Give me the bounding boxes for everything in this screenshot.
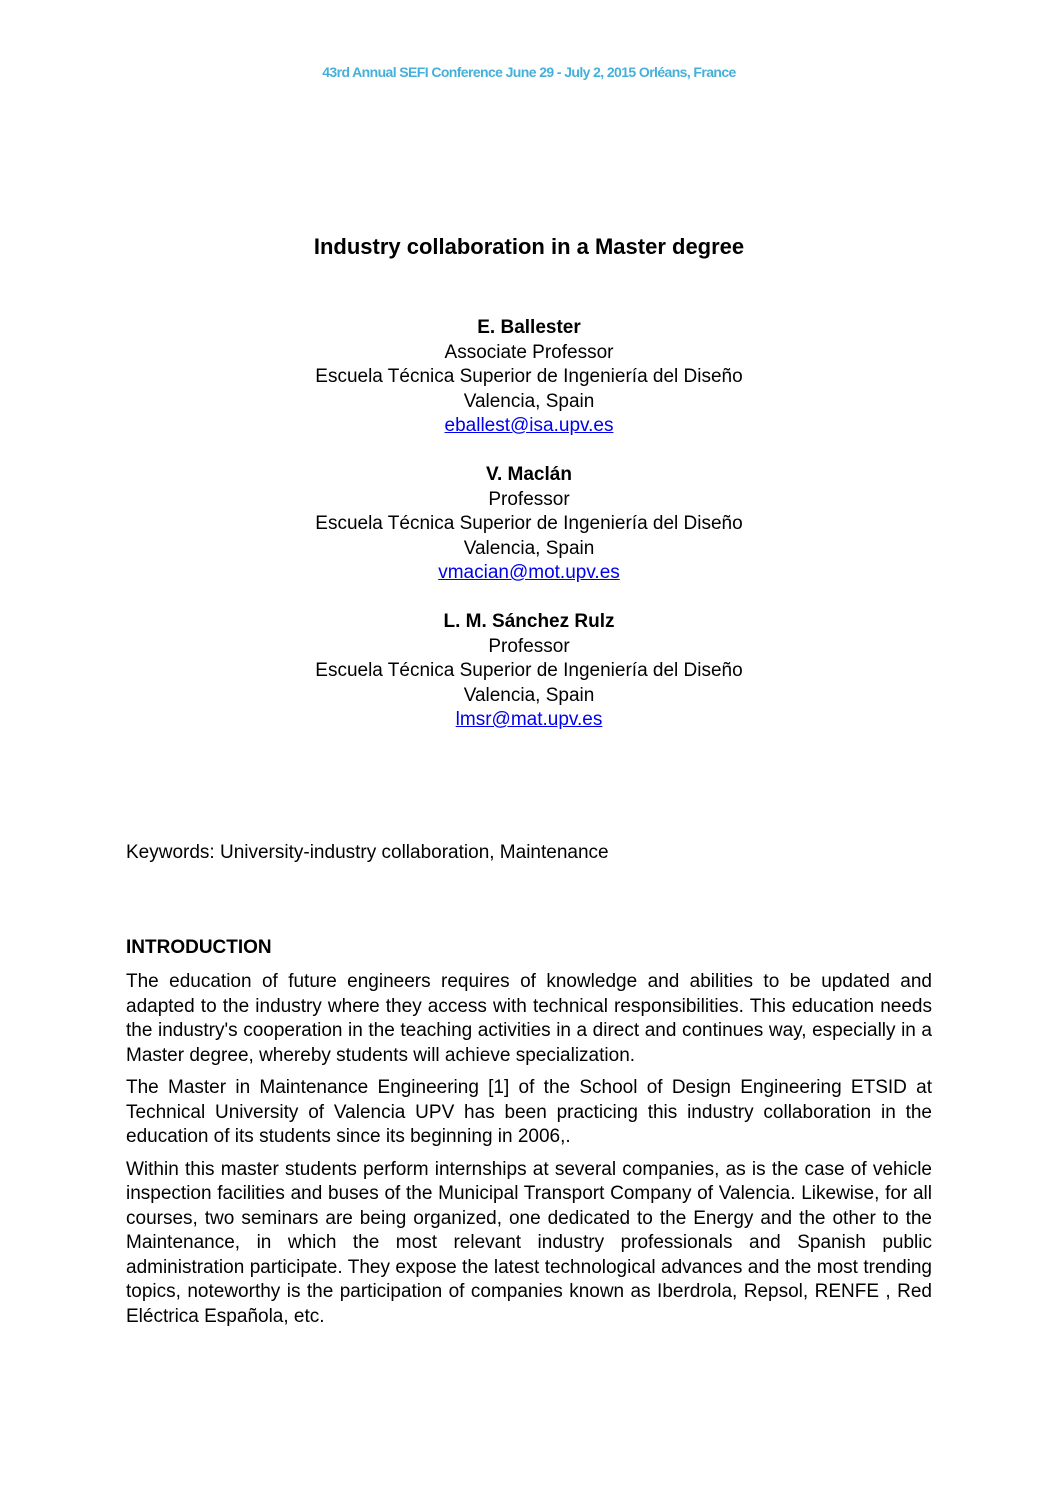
author-name: L. M. Sánchez Rulz	[443, 611, 615, 632]
author-email-link[interactable]: eballest@isa.upv.es	[444, 415, 614, 436]
author-location: Valencia, Spain	[463, 684, 595, 706]
author-list	[0, 316, 1058, 757]
author-block	[0, 610, 1058, 733]
author-name: V. Maclán	[486, 464, 572, 485]
paragraph: Within this master students perform internships at several companies, as is the case of vehicle inspection facilities and buses of the Municipal Transport Company of Valencia. Likewise, for all courses, two seminars are being organized, one dedicated to the Energy and the other to the Maintenance, in which the most relevant industry professionals and Spanish public administration participate. They expose the latest technological advances and the most trending topics, noteworthy is the participation of companies known as Iberdrola, Repsol, RENFE , Red Eléctrica Española, etc.	[126, 1158, 932, 1327]
author-location: Valencia, Spain	[463, 537, 595, 559]
body-text	[126, 970, 932, 1337]
author-position: Professor	[488, 635, 570, 657]
paper-title: Industry collaboration in a Master degree	[313, 234, 745, 259]
author-email-link[interactable]: lmsr@mat.upv.es	[455, 709, 603, 730]
author-name: E. Ballester	[477, 317, 581, 338]
paragraph: The Master in Maintenance Engineering [1] of the School of Design Engineering ETSID at Technical University of Valencia UPV has been practicing this industry collaboration in the education of its students since its beginning in 2006,.	[126, 1077, 932, 1147]
author-position: Professor	[488, 488, 570, 510]
author-position: Associate Professor	[444, 341, 614, 363]
author-affiliation: Escuela Técnica Superior de Ingeniería del Diseño	[315, 366, 743, 387]
author-affiliation: Escuela Técnica Superior de Ingeniería del Diseño	[315, 513, 743, 534]
keywords-line: Keywords: University-industry collaboration, Maintenance	[126, 842, 609, 863]
author-block	[0, 463, 1058, 586]
author-block	[0, 316, 1058, 439]
author-location: Valencia, Spain	[463, 390, 595, 412]
author-email-link[interactable]: vmacian@mot.upv.es	[438, 562, 620, 583]
author-affiliation: Escuela Técnica Superior de Ingeniería del Diseño	[315, 660, 743, 681]
section-heading: INTRODUCTION	[126, 937, 272, 958]
conference-header: 43rd Annual SEFI Conference June 29 - July 2, 2015 Orléans, France	[322, 64, 736, 80]
paragraph: The education of future engineers requires of knowledge and abilities to be updated and adapted to the industry where they access with technical responsibilities. This education needs the industry's cooperation in the teaching activities in a direct and continues way, especially in a Master degree, whereby students will achieve specialization.	[126, 971, 932, 1066]
